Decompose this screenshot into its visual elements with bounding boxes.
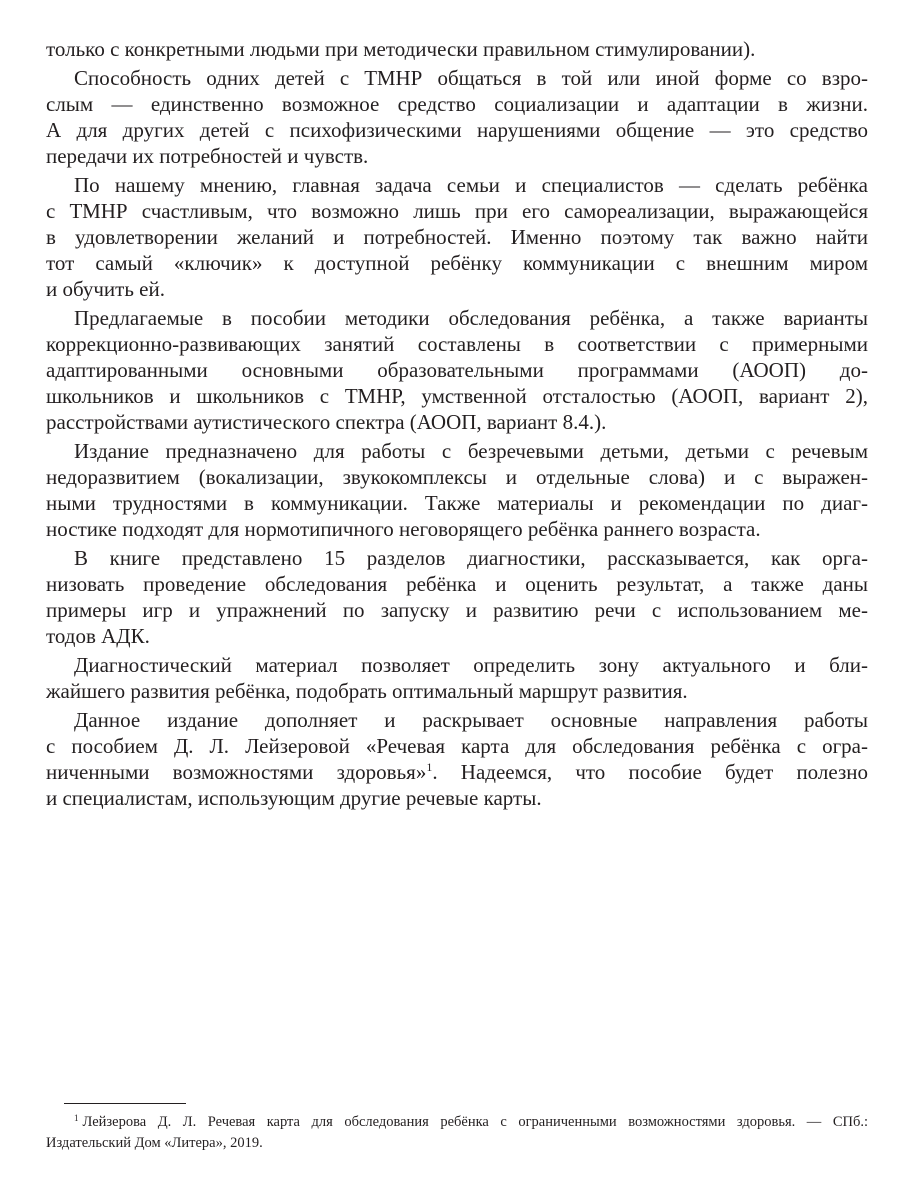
text-line: в удовлетворении желаний и потребностей. Именно поэтому так важно найти xyxy=(46,225,868,249)
footnote-divider xyxy=(64,1103,186,1104)
text-line: школьников и школьников с ТМНР, умственной отсталостью (АООП, вариант 2), xyxy=(46,384,868,408)
text-line: Способность одних детей с ТМНР общаться в той или иной форме со взро- xyxy=(74,66,868,90)
paragraph-communication xyxy=(46,65,868,169)
paragraph-audience xyxy=(46,438,868,542)
paragraph-supplement xyxy=(46,707,868,811)
page-body xyxy=(46,36,868,811)
text-line: и обучить ей. xyxy=(46,277,165,301)
text-line: В книге представлено 15 разделов диагностики, рассказывается, как орга- xyxy=(74,546,868,570)
footnote-line: Издательский Дом «Литера», 2019. xyxy=(46,1135,263,1151)
text-line: расстройствами аутистического спектра (АООП, вариант 8.4.). xyxy=(46,410,607,434)
text-line: По нашему мнению, главная задача семьи и специалистов — сделать ребёнка xyxy=(74,173,868,197)
text-line: тодов АДК. xyxy=(46,624,150,648)
paragraph-diagnostic-material xyxy=(46,652,868,704)
text-line: Данное издание дополняет и раскрывает основные направления работы xyxy=(74,708,868,732)
text-line: жайшего развития ребёнка, подобрать оптимальный маршрут развития. xyxy=(46,679,688,703)
text-line: только с конкретными людьми при методически правильном стимулировании). xyxy=(46,37,756,61)
text-line: А для других детей с психофизическими нарушениями общение — это средство xyxy=(46,118,868,142)
footnote-marker: 1 xyxy=(74,1113,79,1123)
text-line: примеры игр и упражнений по запуску и развитию речи с использованием ме- xyxy=(46,598,868,622)
footnote xyxy=(46,1112,868,1154)
text-line: с пособием Д. Л. Лейзеровой «Речевая карта для обследования ребёнка с огра- xyxy=(46,734,868,758)
text-line: Предлагаемые в пособии методики обследования ребёнка, а также варианты xyxy=(74,306,868,330)
paragraph-sections xyxy=(46,545,868,649)
text-line: слым — единственно возможное средство социализации и адаптации в жизни. xyxy=(46,92,868,116)
text-line: недоразвитием (вокализации, звукокомплексы и отдельные слова) и с выражен- xyxy=(46,465,868,489)
text-line: ностике подходят для нормотипичного неговорящего ребёнка раннего возраста. xyxy=(46,517,761,541)
paragraph-main-task xyxy=(46,172,868,302)
text-fragment: . Надеемся, что пособие будет полезно xyxy=(432,760,868,784)
text-line: Издание предназначено для работы с безречевыми детьми, детьми с речевым xyxy=(74,439,868,463)
text-fragment: ниченными возможностями здоровья» xyxy=(46,760,427,784)
text-line-with-footnote-ref xyxy=(46,759,868,785)
paragraph-continuation xyxy=(46,36,868,62)
footnote-line xyxy=(46,1112,868,1133)
text-line: коррекционно-развивающих занятий составлены в соответствии с примерными xyxy=(46,332,868,356)
text-line: передачи их потребностей и чувств. xyxy=(46,144,369,168)
text-line: ными трудностями в коммуникации. Также материалы и рекомендации по диаг- xyxy=(46,491,868,515)
text-line: адаптированными основными образовательными программами (АООП) до- xyxy=(46,358,868,382)
text-line: с ТМНР счастливым, что возможно лишь при его самореализации, выражающейся xyxy=(46,199,868,223)
text-line: низовать проведение обследования ребёнка и оценить результат, а также даны xyxy=(46,572,868,596)
text-line: и специалистам, использующим другие речевые карты. xyxy=(46,786,542,810)
text-line: Диагностический материал позволяет определить зону актуального и бли- xyxy=(74,653,868,677)
text-line: тот самый «ключик» к доступной ребёнку коммуникации с внешним миром xyxy=(46,251,868,275)
footnote-text: Лейзерова Д. Л. Речевая карта для обследования ребёнка с ограниченными возможностями здоровья. — СПб.: xyxy=(82,1114,868,1130)
paragraph-methods xyxy=(46,305,868,435)
footnote-reference[interactable]: 1 xyxy=(426,760,433,774)
